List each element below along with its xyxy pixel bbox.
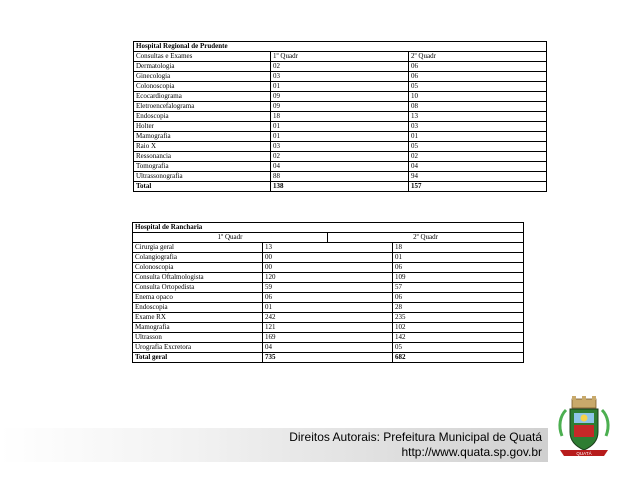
table-title: Hospital de Rancharia xyxy=(133,223,524,233)
footer-url: http://www.quata.sp.gov.br xyxy=(401,445,542,459)
table-row xyxy=(134,122,547,132)
cell-value: 18 xyxy=(271,112,409,122)
row-label: Colonoscopia xyxy=(133,263,263,273)
cell-value: 05 xyxy=(393,343,524,353)
row-label: Endoscopia xyxy=(133,303,263,313)
cell-value: 06 xyxy=(393,263,524,273)
cell-value: 03 xyxy=(271,142,409,152)
cell-value: 94 xyxy=(409,172,547,182)
cell-value: 109 xyxy=(393,273,524,283)
cell-value: 138 xyxy=(271,182,409,192)
table-row xyxy=(134,152,547,162)
cell-value: 120 xyxy=(263,273,393,283)
table-row xyxy=(134,92,547,102)
row-label: Dermatologia xyxy=(134,62,271,72)
row-label: Endoscopia xyxy=(134,112,271,122)
footer-copyright: Direitos Autorais: Prefeitura Municipal de Quatá xyxy=(289,430,542,444)
cell-value: 03 xyxy=(271,72,409,82)
table-title-row xyxy=(133,223,524,233)
cell-value: 157 xyxy=(409,182,547,192)
cell-value: 01 xyxy=(271,82,409,92)
row-label: Colangiografia xyxy=(133,253,263,263)
cell-value: 03 xyxy=(409,122,547,132)
cell-value: 10 xyxy=(409,92,547,102)
table-row xyxy=(134,82,547,92)
row-label: Ginecologia xyxy=(134,72,271,82)
column-header: 2º Quadr xyxy=(409,52,547,62)
crest-ribbon-text: QUATÁ xyxy=(576,451,592,456)
table-row xyxy=(133,263,524,273)
row-label: Mamografia xyxy=(133,323,263,333)
table-row xyxy=(133,293,524,303)
table-title-row xyxy=(134,42,547,52)
table-row xyxy=(134,142,547,152)
row-label: Exame RX xyxy=(133,313,263,323)
row-label: Consulta Oftalmologista xyxy=(133,273,263,283)
cell-value: 13 xyxy=(409,112,547,122)
cell-value: 235 xyxy=(393,313,524,323)
cell-value: 06 xyxy=(263,293,393,303)
cell-value: 00 xyxy=(263,253,393,263)
cell-value: 735 xyxy=(263,353,393,363)
table-row xyxy=(133,343,524,353)
table-row xyxy=(133,283,524,293)
cell-value: 05 xyxy=(409,82,547,92)
cell-value: 01 xyxy=(263,303,393,313)
table-header-row xyxy=(133,233,524,243)
table-total-row xyxy=(133,353,524,363)
cell-value: 06 xyxy=(409,62,547,72)
cell-value: 05 xyxy=(409,142,547,152)
row-label: Colonoscopia xyxy=(134,82,271,92)
table-row xyxy=(134,62,547,72)
row-label: Ressonancia xyxy=(134,152,271,162)
row-label: Ultrassonografia xyxy=(134,172,271,182)
row-label: Total xyxy=(134,182,271,192)
cell-value: 02 xyxy=(271,62,409,72)
cell-value: 121 xyxy=(263,323,393,333)
municipal-crest-icon xyxy=(556,396,612,462)
cell-value: 08 xyxy=(409,102,547,112)
row-label: Cirurgia geral xyxy=(133,243,263,253)
row-label: Mamografia xyxy=(134,132,271,142)
cell-value: 28 xyxy=(393,303,524,313)
row-label: Raio X xyxy=(134,142,271,152)
cell-value: 06 xyxy=(409,72,547,82)
row-label: Enema opaco xyxy=(133,293,263,303)
row-label: Total geral xyxy=(133,353,263,363)
table-row xyxy=(133,273,524,283)
row-label: Holter xyxy=(134,122,271,132)
table-total-row xyxy=(134,182,547,192)
cell-value: 142 xyxy=(393,333,524,343)
hospital-prudente-table xyxy=(133,41,547,192)
row-label: Consulta Ortopedista xyxy=(133,283,263,293)
table-row xyxy=(133,303,524,313)
cell-value: 02 xyxy=(271,152,409,162)
table-row xyxy=(133,323,524,333)
column-header: 1º Quadr xyxy=(133,233,328,243)
cell-value: 169 xyxy=(263,333,393,343)
cell-value: 242 xyxy=(263,313,393,323)
cell-value: 102 xyxy=(393,323,524,333)
table-row xyxy=(133,243,524,253)
column-header: 2º Quadr xyxy=(328,233,524,243)
cell-value: 06 xyxy=(393,293,524,303)
cell-value: 18 xyxy=(393,243,524,253)
cell-value: 01 xyxy=(271,122,409,132)
table-row xyxy=(134,72,547,82)
table-row xyxy=(134,162,547,172)
row-label: Tomografia xyxy=(134,162,271,172)
row-label: Urografia Excretora xyxy=(133,343,263,353)
table-row xyxy=(134,112,547,122)
cell-value: 09 xyxy=(271,102,409,112)
cell-value: 09 xyxy=(271,92,409,102)
cell-value: 57 xyxy=(393,283,524,293)
column-header: Consultas e Exames xyxy=(134,52,271,62)
cell-value: 04 xyxy=(271,162,409,172)
cell-value: 04 xyxy=(263,343,393,353)
table-row xyxy=(134,102,547,112)
column-header: 1º Quadr xyxy=(271,52,409,62)
row-label: Ultrasson xyxy=(133,333,263,343)
row-label: Eletroencefalograma xyxy=(134,102,271,112)
table-title: Hospital Regional de Prudente xyxy=(134,42,547,52)
cell-value: 04 xyxy=(409,162,547,172)
table-row xyxy=(134,172,547,182)
table-row xyxy=(133,333,524,343)
cell-value: 13 xyxy=(263,243,393,253)
cell-value: 01 xyxy=(409,132,547,142)
cell-value: 682 xyxy=(393,353,524,363)
table-row xyxy=(133,313,524,323)
hospital-rancharia-table xyxy=(132,222,524,363)
table-header-row xyxy=(134,52,547,62)
cell-value: 00 xyxy=(263,263,393,273)
cell-value: 59 xyxy=(263,283,393,293)
cell-value: 01 xyxy=(393,253,524,263)
row-label: Ecocardiograma xyxy=(134,92,271,102)
table-row xyxy=(134,132,547,142)
table-row xyxy=(133,253,524,263)
cell-value: 01 xyxy=(271,132,409,142)
cell-value: 88 xyxy=(271,172,409,182)
cell-value: 02 xyxy=(409,152,547,162)
